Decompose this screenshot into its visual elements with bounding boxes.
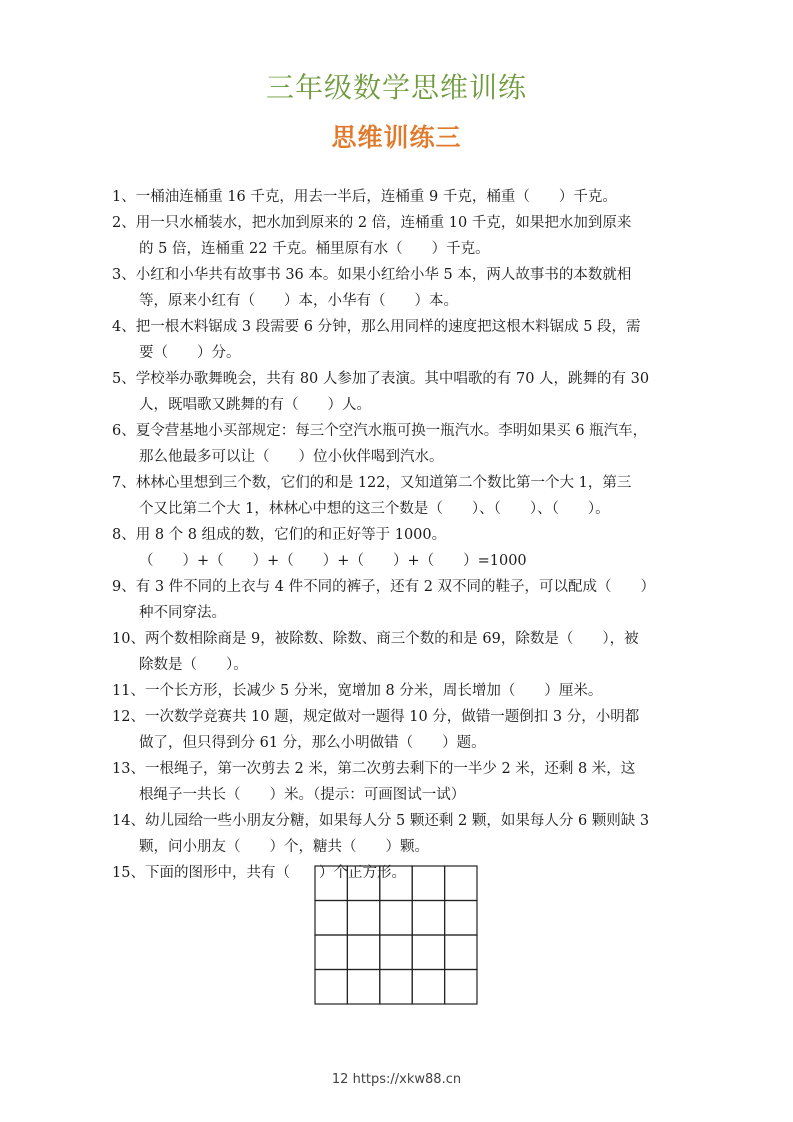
question-12 — [112, 704, 682, 756]
question-13 — [112, 756, 682, 808]
question-line: 颗，问小朋友（ ）个，糖共（ ）颗。 — [139, 839, 429, 855]
question-line: 个又比第二个大 1，林林心中想的这三个数是（ ）、（ ）、（ ）。 — [139, 501, 610, 517]
question-line: 12、一次数学竞赛共 10 题，规定做对一题得 10 分，做错一题倒扣 3 分，小明都 — [112, 709, 640, 725]
grid-cell — [412, 866, 444, 901]
question-8 — [112, 522, 682, 574]
grid-cell — [445, 866, 477, 901]
question-line: 3、小红和小华共有故事书 36 本。如果小红给小华 5 本，两人故事书的本数就相 — [112, 267, 632, 283]
question-line: 2、用一只水桶装水，把水加到原来的 2 倍，连桶重 10 千克，如果把水加到原来 — [112, 215, 632, 231]
page-footer — [0, 1072, 793, 1087]
grid-cell — [412, 970, 444, 1005]
grid-cell — [347, 935, 379, 970]
question-line: 6、夏令营基地小买部规定：每三个空汽水瓶可换一瓶汽水。李明如果买 6 瓶汽车， — [112, 423, 648, 439]
question-1 — [112, 184, 682, 210]
grid-cell — [412, 901, 444, 936]
question-line: 10、两个数相除商是 9，被除数、除数、商三个数的和是 69，除数是（ ），被 — [112, 631, 639, 647]
grid-cell — [445, 935, 477, 970]
question-line: 种不同穿法。 — [139, 605, 226, 621]
question-line: 7、林林心里想到三个数，它们的和是 122，又知道第二个数比第一个大 1，第三 — [112, 475, 632, 491]
question-line: 1、一桶油连桶重 16 千克，用去一半后，连桶重 9 千克，桶重（ ）千克。 — [112, 189, 617, 205]
question-line: 13、一根绳子，第一次剪去 2 米，第二次剪去剩下的一半少 2 米，还剩 8 米，这 — [112, 761, 636, 777]
footer-url: https://xkw88.cn — [352, 1072, 462, 1087]
question-5 — [112, 366, 682, 418]
grid-cell — [347, 866, 379, 901]
grid-cell — [380, 866, 412, 901]
grid-cell — [445, 901, 477, 936]
grid-cell — [412, 935, 444, 970]
question-11 — [112, 678, 682, 704]
question-line: （ ）+（ ）+（ ）+（ ）+（ ）=1000 — [139, 553, 527, 569]
grid-cell — [380, 901, 412, 936]
question-line: 根绳子一共长（ ）米。（提示：可画图试一试） — [139, 787, 466, 803]
page-number: 12 — [331, 1072, 349, 1087]
question-line: 15、下面的图形中，共有（ ）个正方形。 — [112, 865, 406, 881]
question-line: 11、一个长方形，长减少 5 分米，宽增加 8 分米，周长增加（ ）厘米。 — [112, 683, 603, 699]
question-line: 做了，但只得到分 61 分，那么小明做错（ ）题。 — [139, 735, 486, 751]
question-line: 5、学校举办歌舞晚会，共有 80 人参加了表演。其中唱歌的有 70 人，跳舞的有 30 — [112, 371, 650, 387]
section-title: 思维训练三 — [331, 123, 462, 152]
question-line: 等，原来小红有（ ）本，小华有（ ）本。 — [139, 293, 458, 309]
grid-cell — [315, 935, 347, 970]
question-line: 9、有 3 件不同的上衣与 4 件不同的裤子，还有 2 双不同的鞋子，可以配成（ ） — [112, 579, 656, 595]
grid-cell — [445, 970, 477, 1005]
question-line: 那么他最多可以让（ ）位小伙伴喝到汽水。 — [139, 449, 444, 465]
question-line: 除数是（ ）。 — [139, 657, 248, 673]
grid-cell — [347, 901, 379, 936]
question-line: 8、用 8 个 8 组成的数，它们的和正好等于 1000。 — [112, 527, 447, 543]
question-14 — [112, 808, 682, 860]
grid-cell — [380, 970, 412, 1005]
question-7 — [112, 470, 682, 522]
question-line: 的 5 倍，连桶重 22 千克。桶里原有水（ ）千克。 — [139, 241, 490, 257]
question-4 — [112, 314, 682, 366]
question-6 — [112, 418, 682, 470]
question-10 — [112, 626, 682, 678]
question-list — [112, 184, 682, 886]
grid-cell — [347, 970, 379, 1005]
square-grid-figure — [314, 865, 478, 1005]
grid-cell — [315, 866, 347, 901]
question-2 — [112, 210, 682, 262]
grid-cell — [380, 935, 412, 970]
question-line: 4、把一根木料锯成 3 段需要 6 分钟，那么用同样的速度把这根木料锯成 5 段，需 — [112, 319, 641, 335]
grid-cell — [315, 901, 347, 936]
question-3 — [112, 262, 682, 314]
question-line: 14、幼儿园给一些小朋友分糖，如果每人分 5 颗还剩 2 颗，如果每人分 6 颗则缺 3 — [112, 813, 650, 829]
question-line: 人，既唱歌又跳舞的有（ ）人。 — [139, 397, 371, 413]
grid-cell — [315, 970, 347, 1005]
question-line: 要（ ）分。 — [139, 345, 241, 361]
page-title: 三年级数学思维训练 — [265, 71, 527, 104]
question-9 — [112, 574, 682, 626]
grid-svg — [314, 865, 478, 1005]
